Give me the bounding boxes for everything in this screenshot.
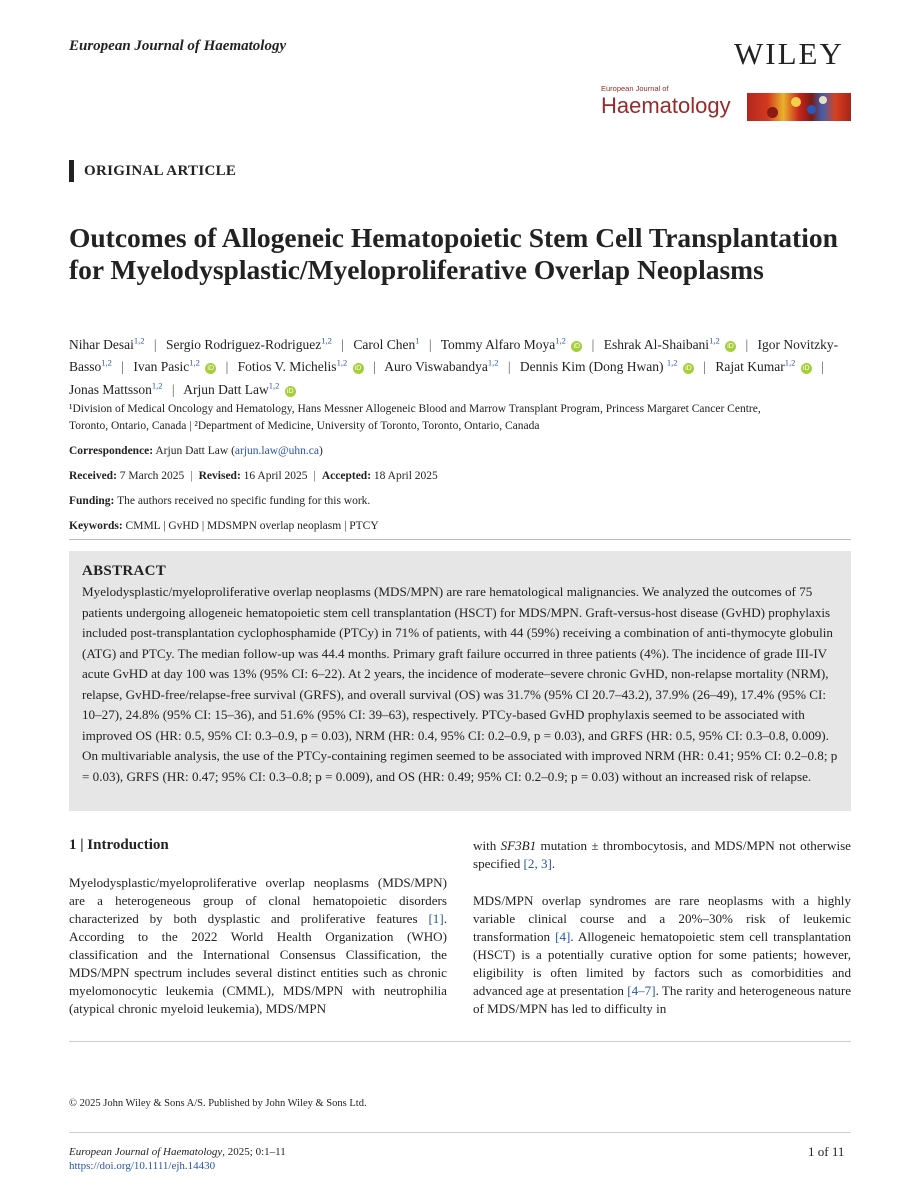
citation-link[interactable]: [1] [428, 911, 444, 926]
affiliation-line-1: ¹Division of Medical Oncology and Hematology, Hans Messner Allogeneic Blood and Marrow Transplant Program, Princess Margaret Cancer Centre, [69, 403, 761, 415]
correspondence: Correspondence: Arjun Datt Law (arjun.law@uhn.ca) [69, 445, 323, 457]
doi-link[interactable]: https://doi.org/10.1111/ejh.14430 [69, 1160, 216, 1172]
author-affiliation: 1,2 [101, 357, 112, 368]
journal-logo [601, 84, 851, 126]
orcid-icon[interactable]: iD [353, 363, 364, 374]
author [520, 359, 694, 374]
intro-paragraph-1: Myelodysplastic/myeloproliferative overlap neoplasms (MDS/MPN) are a heterogeneous group of clonal hematopoietic disorders characterized by both dysplastic and proliferative features [1]. According to the 2022 World Health Organization (WHO) classification and the International Consensus Classification, the MDS/MPN spectrum includes several distinct entities such as chronic myelomonocytic leukemia (CMML), MDS/MPN with neutrophilia (atypical chronic myeloid leukemia), MDS/MPN [69, 875, 447, 1016]
article-type-label: ORIGINAL ARTICLE [84, 162, 237, 179]
citation-link[interactable]: [4–7] [627, 983, 656, 998]
divider [69, 539, 851, 540]
author-affiliation: 1,2 [709, 335, 720, 345]
author-name: Nihar Desai [69, 336, 134, 352]
affiliations [69, 401, 859, 435]
footer-citation: European Journal of Haematology, 2025; 0:1–11 [69, 1146, 286, 1158]
abstract-text: Myelodysplastic/myeloproliferative overlap neoplasms (MDS/MPN) are rare hematological malignancies. We analyzed the outcomes of 75 patients undergoing allogeneic hematopoietic stem cell transplantation (HSCT) for MDS/MPN. Graft-versus-host disease (GvHD) prophylaxis included post-transplantation cyclophosphamide (PTCy) in 71% of patients, with 44 (59%) receiving a combination of anti-thymocyte globulin (ATG) and PTCy. The median follow-up was 44.4 months. Primary graft failure occurred in three patients (4%). The incidence of grade III-IV acute GvHD at day 100 was 13% (95% CI: 6–22). At 2 years, the incidence of moderate–severe chronic GvHD, non-relapse mortality (NRM), relapse, GvHD-free/relapse-free survival (GRFS), and overall survival (OS) was 31.7% (95% CI 20.7–43.2), 37.9% (26–49), 17.4% (95% CI: 10–27), 24.8% (95% CI: 15–36), and 51.6% (95% CI: 39–63), respectively. PTCy-based GvHD prophylaxis seemed to be associated with improved OS (HR: 0.5, 95% CI: 0.3–0.9, p = 0.03), NRM (HR: 0.4, 95% CI: 0.2–0.9, p = 0.03), and GRFS (HR: 0.5, 95% CI: 0.3–0.8, 0.009). On multivariable analysis, the use of the PTCy-containing regimen seemed to be associated with improved NRM (HR: 0.41; 95% CI: 0.2–0.8; p = 0.03), GRFS (HR: 0.47; 95% CI: 0.3–0.8; p = 0.009), and OS (HR: 0.49; 95% CI: 0.2–0.9; p = 0.03) without an increased risk of relapse. [82, 584, 838, 784]
author-list [69, 331, 859, 399]
author-name: Sergio Rodriguez-Rodriguez [165, 336, 322, 352]
affiliation-line-2: Toronto, Ontario, Canada | ²Department of Medicine, University of Toronto, Toronto, Ontario, Canada [69, 420, 540, 432]
footer-divider [69, 1041, 851, 1042]
footer-divider-2 [69, 1132, 851, 1133]
author-affiliation: 1,2 [151, 380, 163, 390]
author-separator: | [745, 336, 749, 352]
article-title: Outcomes of Allogeneic Hematopoietic Stem Cell Transplantation for Myelodysplastic/Myeloproliferative Overlap Neoplasms [69, 222, 838, 285]
funding: Funding: The authors received no specific funding for this work. [69, 495, 371, 507]
author-separator: | [225, 359, 229, 374]
author [69, 382, 163, 397]
author [69, 337, 144, 352]
author-name: Rajat Kumar [715, 359, 785, 374]
author-separator: | [821, 359, 824, 374]
author-name: Ivan Pasic [133, 359, 190, 374]
section-bar [69, 160, 74, 182]
author-name: Auro Viswabandya [384, 359, 488, 374]
author-separator: | [153, 336, 157, 352]
intro-heading: 1 | Introduction [69, 837, 169, 853]
correspondence-email-link[interactable]: arjun.law@uhn.ca [234, 445, 319, 457]
author [166, 337, 332, 352]
author-affiliation: 1,2 [784, 357, 796, 368]
author-name: Tommy Alfaro Moya [440, 336, 556, 352]
journal-cover-image [747, 93, 851, 121]
author-separator: | [121, 359, 124, 374]
author-affiliation: 1,2 [487, 357, 499, 368]
orcid-icon[interactable]: iD [725, 341, 736, 352]
author-separator: | [703, 359, 706, 374]
author [133, 359, 216, 374]
copyright: © 2025 John Wiley & Sons A/S. Published by John Wiley & Sons Ltd. [69, 1098, 367, 1109]
author-separator: | [591, 336, 595, 352]
publisher-logo: WILEY [734, 36, 844, 71]
citation-link[interactable]: [2, 3] [523, 856, 552, 871]
intro-column-2-top: with SF3B1 mutation ± thrombocytosis, and MDS/MPN not otherwise specified [2, 3]. [473, 838, 851, 871]
author [353, 337, 419, 352]
orcid-icon[interactable]: iD [801, 363, 812, 374]
author-separator: | [507, 359, 511, 374]
author-separator: | [428, 336, 432, 352]
author [384, 359, 498, 374]
journal-logo-small-text: European Journal of [601, 84, 669, 93]
author-affiliation: 1,2 [189, 357, 200, 368]
citation-link[interactable]: [4] [555, 929, 571, 944]
author-name: Igor Novitzky-Basso [69, 336, 839, 374]
author-name: Dennis Kim (Dong Hwan) [519, 359, 667, 374]
author-affiliation: 1 [415, 335, 420, 345]
orcid-icon[interactable]: iD [205, 363, 216, 374]
author-name: Fotios V. Michelis [237, 359, 337, 374]
author-affiliation: 1,2 [133, 335, 145, 345]
author-name: Eshrak Al-Shaibani [603, 336, 710, 352]
author-affiliation: 1,2 [336, 357, 348, 368]
orcid-icon[interactable]: iD [285, 386, 296, 397]
journal-name: European Journal of Haematology [69, 38, 287, 54]
author-name: Arjun Datt Law [183, 381, 269, 397]
abstract-heading: ABSTRACT [82, 563, 167, 579]
author-separator: | [372, 359, 376, 374]
author [604, 337, 736, 352]
article-dates: Received: 7 March 2025 | Revised: 16 April 2025 | Accepted: 18 April 2025 [69, 470, 438, 482]
author-affiliation: 1,2 [321, 335, 332, 345]
keywords: Keywords: CMML | GvHD | MDSMPN overlap neoplasm | PTCY [69, 520, 379, 532]
author-affiliation: 1,2 [555, 335, 566, 345]
orcid-icon[interactable]: iD [571, 341, 582, 352]
author-affiliation: 1,2 [666, 357, 678, 368]
page-number: 1 of 11 [808, 1144, 845, 1159]
author [441, 337, 583, 352]
journal-logo-big-text: Haematology [601, 93, 731, 118]
author-affiliation: 1,2 [268, 380, 280, 390]
orcid-icon[interactable]: iD [683, 363, 694, 374]
author-separator: | [171, 381, 175, 397]
author [238, 359, 364, 374]
author [183, 382, 295, 397]
author [715, 359, 811, 374]
author-separator: | [341, 336, 344, 352]
article-type [69, 160, 236, 182]
intro-paragraph-2: MDS/MPN overlap syndromes are rare neoplasms with a highly variable clinical course and a 20%–30% risk of leukemic transformation [4]. Allogeneic hematopoietic stem cell transplantation (HSCT) is a potentially curative option for some patients; however, eligibility is often limited by factors such as comorbidities and advanced age at presentation [4–7]. The rarity and heterogeneous nature of MDS/MPN has led to difficulty in [473, 893, 852, 1016]
author-name: Jonas Mattsson [69, 381, 152, 397]
author-name: Carol Chen [353, 336, 416, 352]
